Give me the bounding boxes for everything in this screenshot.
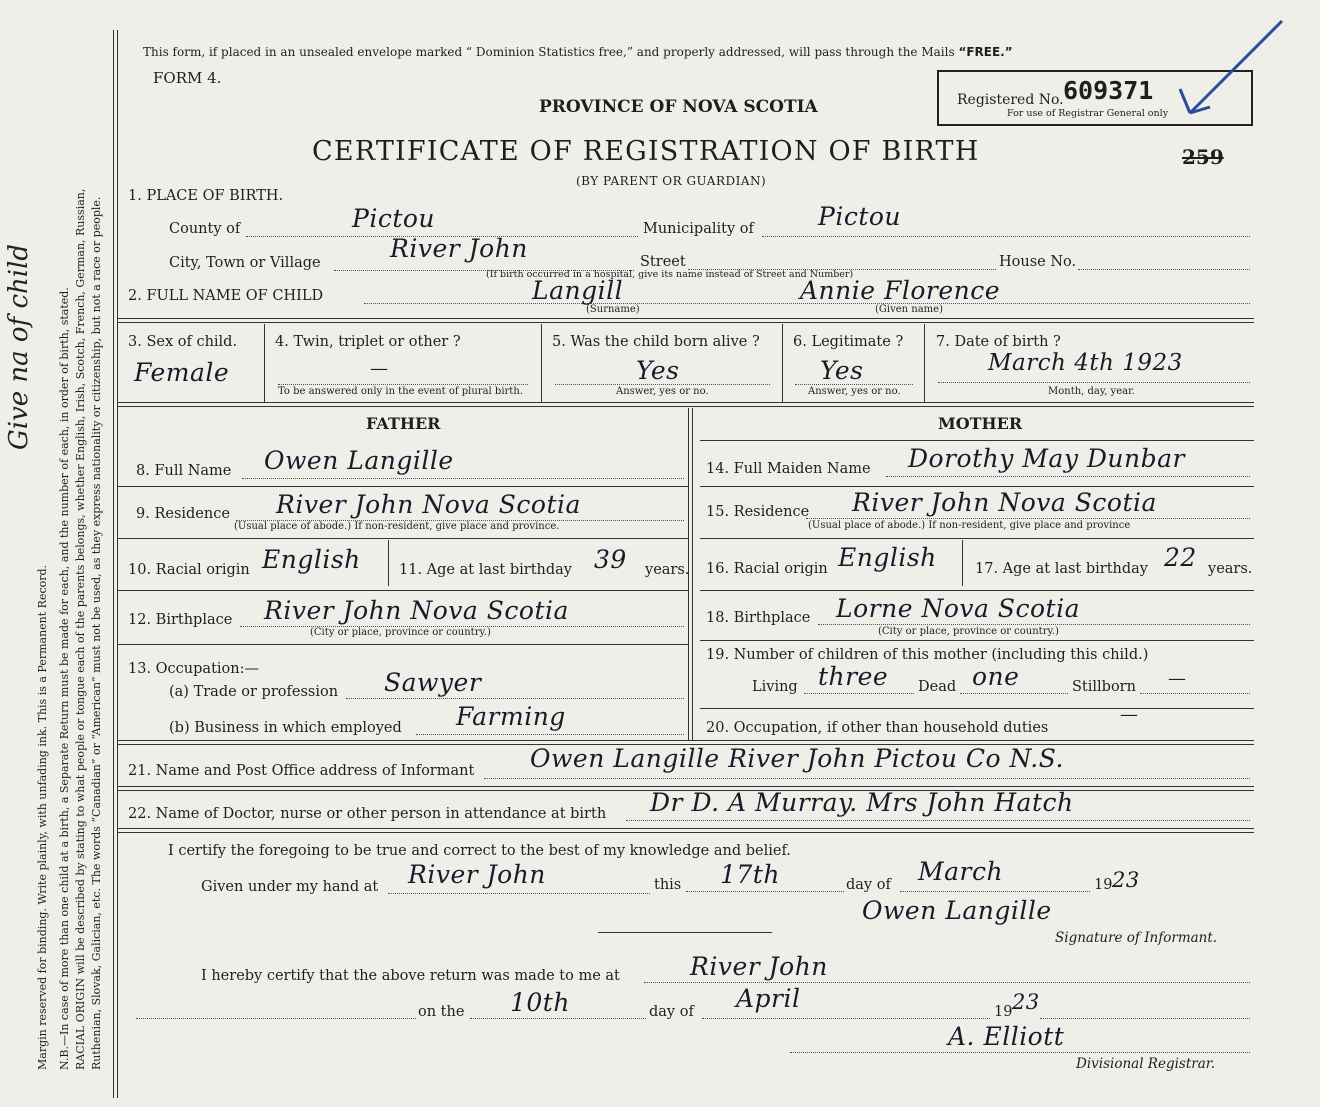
certify-year-prefix: 19 [1094, 877, 1113, 893]
father-bp-note: (City or place, province or country.) [310, 627, 491, 638]
doctor-line [626, 820, 1250, 821]
place-heading: 1. PLACE OF BIRTH. [128, 188, 284, 204]
twin-line [278, 384, 528, 385]
divider [118, 644, 688, 645]
legit-value: Yes [820, 356, 864, 385]
dob-label: 7. Date of birth ? [936, 334, 1061, 350]
certify-place: River John [408, 860, 546, 889]
registrar-place: River John [690, 952, 828, 981]
father-res-note: (Usual place of abode.) If non-resident, give place and province. [234, 521, 560, 532]
registrar-lead-line [136, 1018, 416, 1019]
mother-race: English [838, 543, 937, 572]
certify-day-line [686, 891, 844, 892]
certify-statement: I certify the foregoing to be true and correct to the best of my knowledge and belief. [168, 843, 791, 859]
divider [700, 708, 1254, 709]
given-name-label: (Given name) [875, 304, 943, 315]
province-heading: PROVINCE OF NOVA SCOTIA [539, 97, 818, 117]
divider [700, 538, 1254, 539]
margin-binding-note: Margin reserved for binding. Write plainly, with unfading ink. This is a Permanent Record. [36, 564, 49, 1070]
dead-line [960, 693, 1068, 694]
registrar-month-line [702, 1018, 990, 1019]
divider [118, 402, 1254, 407]
municipality-value: Pictou [818, 202, 902, 231]
certify-month: March [918, 857, 1004, 886]
city-value: River John [390, 234, 528, 263]
registrar-day: 10th [510, 988, 570, 1017]
margin-racial-origin-note-2: Ruthenian, Slovak, Galician, etc. The words “Canadian” or “American” must not be used, as they express nationality or citizenship, but not a race or people. [90, 196, 103, 1070]
father-age-label: 11. Age at last birthday [399, 562, 572, 578]
child-name-label: 2. FULL NAME OF CHILD [128, 288, 324, 304]
given-under-label: Given under my hand at [201, 879, 379, 895]
registrar-year-line [1040, 1018, 1250, 1019]
informant-signature: Owen Langille [862, 896, 1052, 925]
dob-value: March 4th 1923 [988, 350, 1183, 376]
registrar-place-line [644, 982, 1250, 983]
twin-label: 4. Twin, triplet or other ? [275, 334, 461, 350]
legit-label: 6. Legitimate ? [793, 334, 904, 350]
house-label: House No. [999, 254, 1077, 270]
mother-name-label: 14. Full Maiden Name [706, 461, 871, 477]
informant-label: 21. Name and Post Office address of Informant [128, 763, 475, 779]
county-value: Pictou [352, 204, 436, 233]
divider [700, 590, 1254, 591]
on-the-label: on the [418, 1004, 465, 1020]
legit-note: Answer, yes or no. [808, 386, 901, 397]
alive-label: 5. Was the child born alive ? [552, 334, 760, 350]
mother-occ-value: — [1120, 704, 1139, 725]
certify-year: 23 [1112, 868, 1140, 892]
father-name-line [242, 478, 684, 479]
mother-heading: MOTHER [938, 414, 1023, 433]
mother-age-label: 17. Age at last birthday [975, 561, 1148, 577]
mother-name: Dorothy May Dunbar [908, 444, 1185, 473]
col-divider [782, 324, 783, 402]
dob-note: Month, day, year. [1048, 386, 1135, 397]
trade-label: (a) Trade or profession [169, 684, 339, 700]
mother-name-line [886, 476, 1250, 477]
mother-res-line [806, 518, 1250, 519]
father-birthplace: River John Nova Scotia [264, 596, 569, 625]
certificate-subtitle: (BY PARENT OR GUARDIAN) [576, 174, 767, 188]
stillborn-label: Stillborn [1072, 679, 1136, 695]
dead-value: one [972, 662, 1020, 691]
mother-bp-note: (City or place, province or country.) [878, 626, 1059, 637]
children-label: 19. Number of children of this mother (including this child.) [706, 647, 1149, 663]
registrar-signature-label: Divisional Registrar. [1076, 1056, 1216, 1072]
certify-day: 17th [720, 860, 780, 889]
certify-month-line [900, 891, 1090, 892]
registrar-month: April [736, 984, 801, 1013]
this-label: this [654, 877, 682, 893]
father-heading: FATHER [366, 414, 441, 433]
street-label: Street [640, 254, 686, 270]
check-mark-icon [1170, 15, 1290, 130]
divider [118, 828, 1254, 833]
signature-rule [598, 932, 772, 933]
dob-line [938, 382, 1250, 383]
city-label: City, Town or Village [169, 255, 321, 271]
trade-value: Sawyer [384, 668, 482, 697]
margin-handwritten-note: Give na of child [4, 243, 34, 450]
col-divider [924, 324, 925, 402]
surname-label: (Surname) [586, 304, 640, 315]
twin-note: To be answered only in the event of plural birth. [278, 386, 523, 397]
mother-res-note: (Usual place of abode.) If non-resident, give place and province [808, 520, 1131, 531]
business-line [416, 734, 684, 735]
twin-value: — [370, 358, 389, 379]
margin-number: 259 [1182, 145, 1224, 169]
business-value: Farming [456, 702, 566, 731]
mother-res-label: 15. Residence [706, 504, 810, 520]
living-value: three [818, 662, 889, 691]
divider [700, 440, 1254, 441]
child-given-name: Annie Florence [800, 276, 1001, 305]
child-surname: Langill [532, 276, 624, 305]
given-place-line [388, 893, 650, 894]
stillborn-value: — [1168, 668, 1187, 689]
divider [700, 640, 1254, 641]
col-divider [962, 540, 963, 586]
hospital-note: (If birth occurred in a hospital, give its name instead of Street and Number) [486, 269, 854, 280]
mother-bp-line [818, 624, 1250, 625]
father-occ-label: 13. Occupation:— [128, 661, 259, 677]
house-line [1078, 269, 1250, 270]
living-label: Living [752, 679, 798, 695]
mail-note: This form, if placed in an unsealed envelope marked “ Dominion Statistics free,” and properly addressed, will pass through the Mails “FREE.” [143, 45, 1013, 59]
living-line [804, 693, 914, 694]
stillborn-line [1140, 693, 1250, 694]
sex-value: Female [134, 358, 230, 387]
divider [118, 486, 688, 487]
divider [118, 318, 1254, 323]
father-name: Owen Langille [264, 446, 454, 475]
business-label: (b) Business in which employed [169, 720, 402, 736]
father-race: English [262, 545, 361, 574]
registrar-signature: A. Elliott [948, 1022, 1065, 1051]
father-name-label: 8. Full Name [136, 463, 232, 479]
county-label: County of [169, 221, 241, 237]
mother-race-label: 16. Racial origin [706, 561, 828, 577]
registered-label: Registered No. [957, 92, 1064, 108]
registrar-statement: I hereby certify that the above return was made to me at [201, 968, 620, 984]
certify-day-of-label: day of [846, 877, 891, 893]
col-divider [541, 324, 542, 402]
trade-line [346, 698, 684, 699]
father-race-label: 10. Racial origin [128, 562, 250, 578]
mother-years-label: years. [1208, 561, 1253, 577]
registered-note: For use of Registrar General only [1007, 108, 1169, 119]
col-divider [388, 540, 389, 586]
sex-label: 3. Sex of child. [128, 334, 238, 350]
form-number: FORM 4. [153, 69, 222, 87]
alive-value: Yes [636, 356, 680, 385]
municipality-label: Municipality of [643, 221, 754, 237]
doctor-value: Dr D. A Murray. Mrs John Hatch [650, 788, 1074, 817]
father-residence: River John Nova Scotia [276, 490, 581, 519]
mother-age: 22 [1164, 543, 1197, 572]
dead-label: Dead [918, 679, 957, 695]
mother-residence: River John Nova Scotia [852, 488, 1157, 517]
father-age: 39 [594, 545, 627, 574]
municipality-line [762, 236, 1250, 237]
margin-plural-birth-note: N.B.—In case of more than one child at a birth, a Separate Return must be made for each, and the number of each, in order of birth, stated. [58, 287, 71, 1070]
mother-bp-label: 18. Birthplace [706, 610, 811, 626]
registrar-year: 23 [1012, 990, 1040, 1014]
registered-number: 609371 [1063, 76, 1154, 105]
informant-value: Owen Langille River John Pictou Co N.S. [530, 744, 1064, 773]
col-divider [264, 324, 265, 402]
informant-signature-label: Signature of Informant. [1055, 930, 1218, 946]
father-years-label: years. [645, 562, 690, 578]
father-bp-label: 12. Birthplace [128, 612, 233, 628]
form-left-border [113, 30, 118, 1098]
registrar-year-prefix: 19 [994, 1004, 1013, 1020]
father-res-label: 9. Residence [136, 506, 230, 522]
divider [118, 538, 688, 539]
divider [700, 486, 1254, 487]
doctor-label: 22. Name of Doctor, nurse or other person in attendance at birth [128, 806, 607, 822]
mother-birthplace: Lorne Nova Scotia [836, 594, 1080, 623]
registrar-day-of-label: day of [649, 1004, 694, 1020]
registrar-day-line [470, 1018, 646, 1019]
registrar-sig-line [790, 1052, 1250, 1053]
margin-racial-origin-note: RACIAL ORIGIN will be described by stating to what people or tongue each of the parents belongs, whether English, Irish, Scotch, French, German, Russian, [74, 188, 87, 1070]
informant-line [484, 778, 1250, 779]
mother-occ-label: 20. Occupation, if other than household duties [706, 720, 1049, 736]
divider [118, 590, 688, 591]
alive-note: Answer, yes or no. [616, 386, 709, 397]
certificate-title: CERTIFICATE OF REGISTRATION OF BIRTH [312, 136, 980, 167]
